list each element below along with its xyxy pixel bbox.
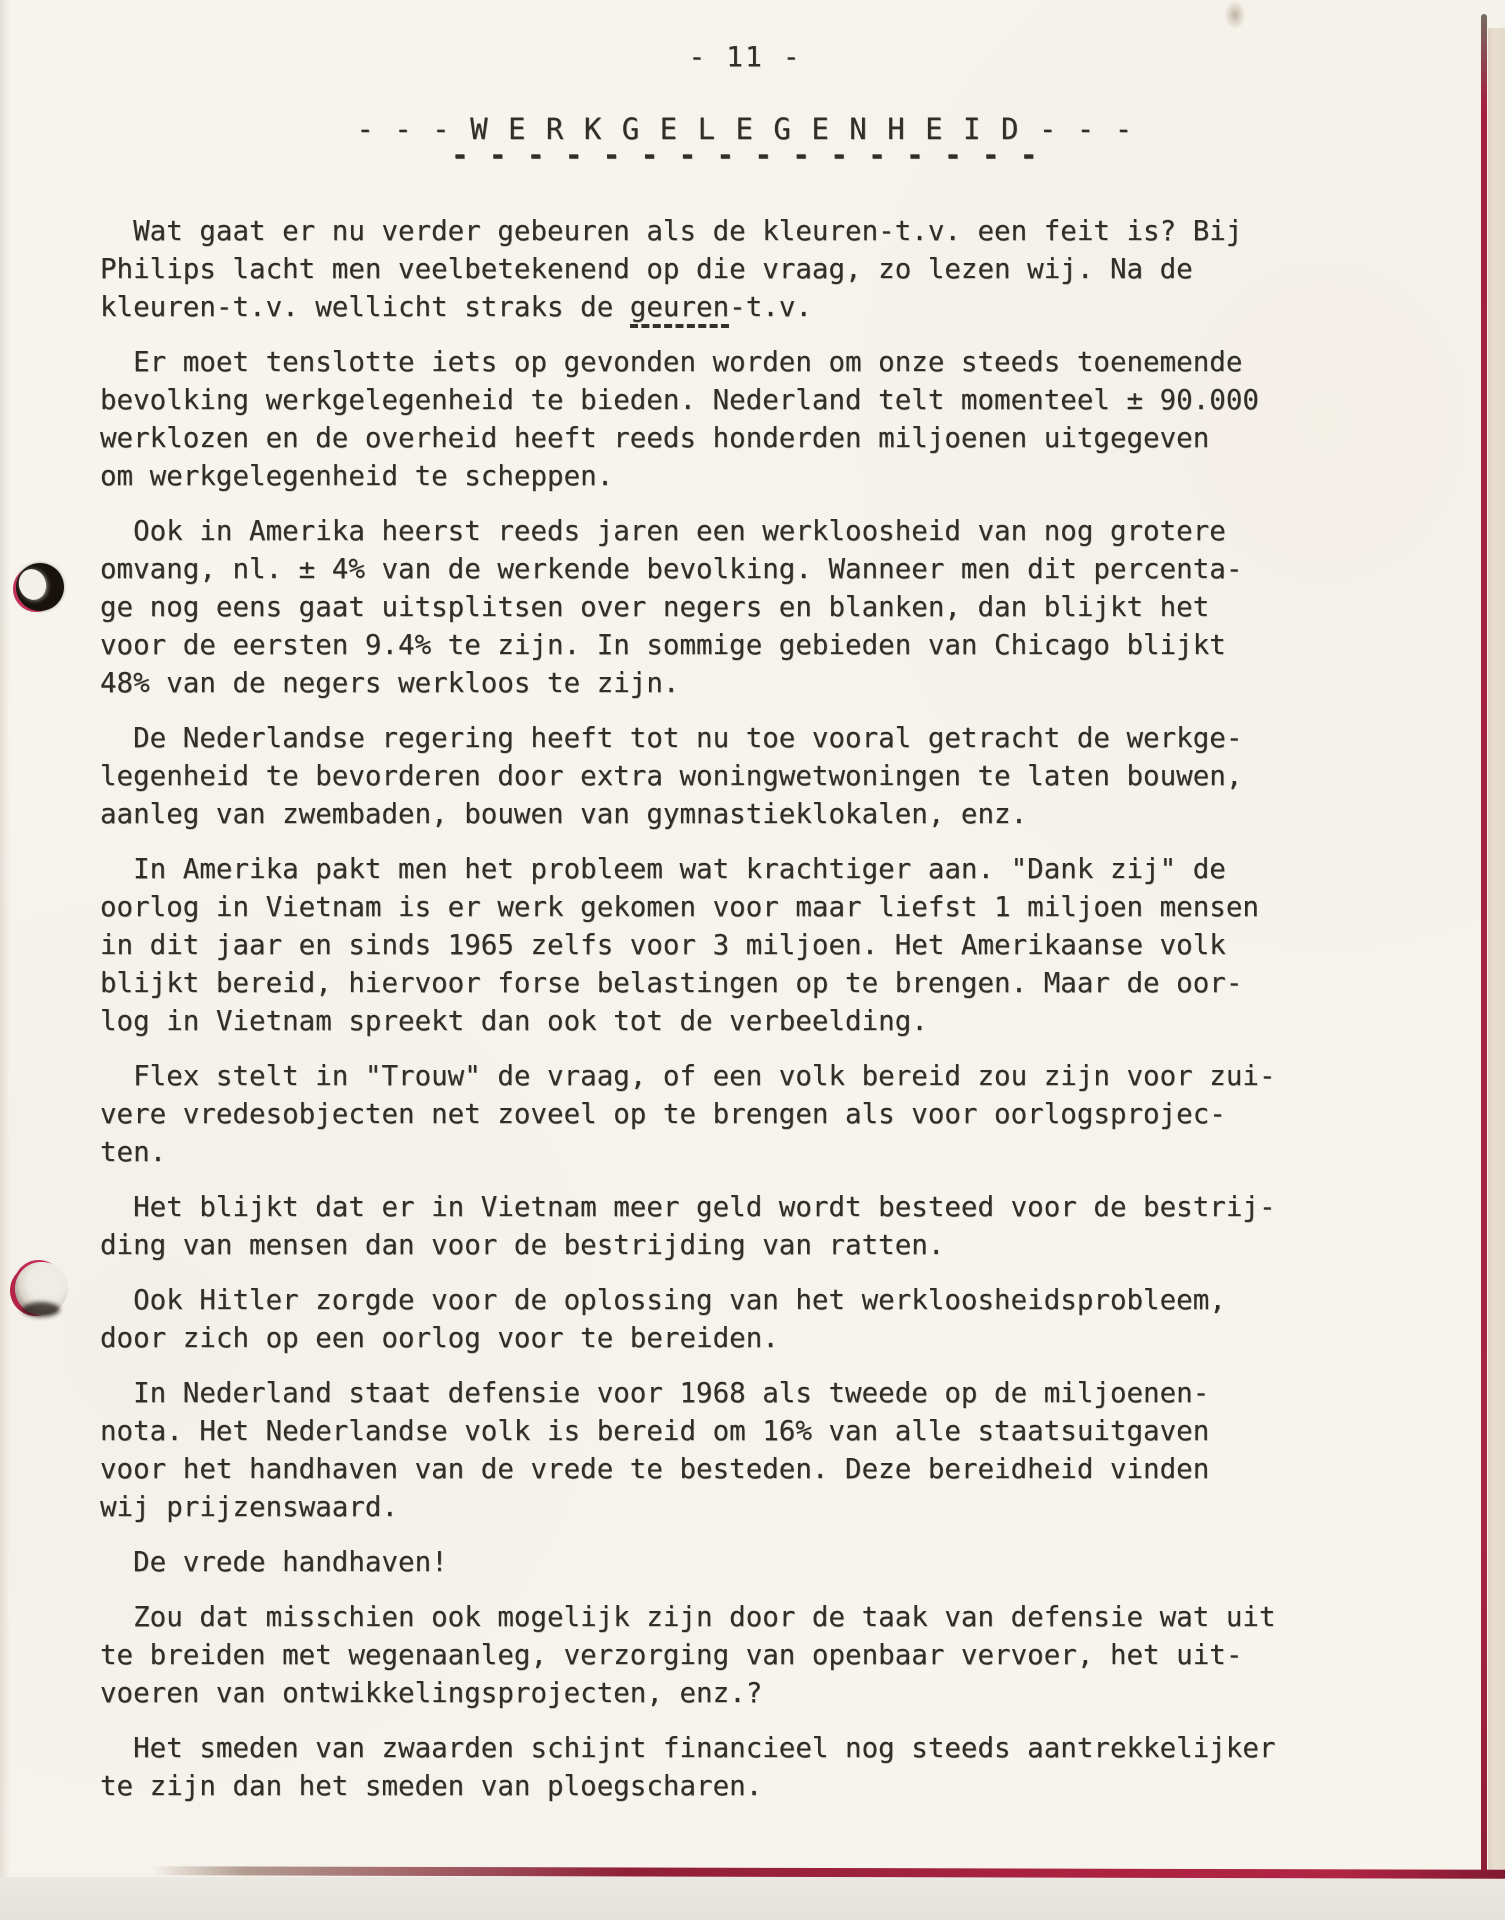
text-line: aanleg van zwembaden, bouwen van gymnastieklokalen, enz. xyxy=(100,798,1028,830)
paragraph xyxy=(100,1374,1390,1526)
text-line: ge nog eens gaat uitsplitsen over negers en blanken, dan blijkt het xyxy=(100,591,1210,623)
text-line: De Nederlandse regering heeft tot nu toe vooral getracht de werkge- xyxy=(100,722,1243,754)
text-segment: -t.v. xyxy=(729,291,812,323)
text-line: legenheid te bevorderen door extra woningwetwoningen te laten bouwen, xyxy=(100,760,1243,792)
text-line: Het smeden van zwaarden schijnt financieel nog steeds aantrekkelijker xyxy=(100,1732,1276,1764)
text-line: Ook in Amerika heerst reeds jaren een werkloosheid van nog grotere xyxy=(100,515,1226,547)
paragraph xyxy=(100,719,1390,833)
text-line: Wat gaat er nu verder gebeuren als de kleuren-t.v. een feit is? Bij xyxy=(100,215,1243,247)
text-line: te breiden met wegenaanleg, verzorging van openbaar vervoer, het uit- xyxy=(100,1639,1243,1671)
document-page xyxy=(100,40,1390,1805)
body-text xyxy=(100,212,1390,1805)
page-number: - 11 - xyxy=(688,40,802,73)
text-line: oorlog in Vietnam is er werk gekomen voor maar liefst 1 miljoen mensen xyxy=(100,891,1259,923)
text-line: ten. xyxy=(100,1136,167,1168)
paragraph xyxy=(100,1281,1390,1357)
text-line: 48% van de negers werkloos te zijn. xyxy=(100,667,680,699)
underlying-page-edge xyxy=(0,1877,1505,1920)
text-line: In Amerika pakt men het probleem wat krachtiger aan. "Dank zij" de xyxy=(100,853,1226,885)
text-line: nota. Het Nederlandse volk is bereid om 16% van alle staatsuitgaven xyxy=(100,1415,1210,1447)
text-line: voor de eersten 9.4% te zijn. In sommige gebieden van Chicago blijkt xyxy=(100,629,1226,661)
text-line xyxy=(100,288,1390,326)
paragraph xyxy=(100,1057,1390,1171)
paragraph xyxy=(100,512,1390,702)
text-line: Zou dat misschien ook mogelijk zijn door de taak van defensie wat uit xyxy=(100,1601,1276,1633)
paper-right-edge-strip xyxy=(1488,28,1505,1920)
text-line: werklozen en de overheid heeft reeds honderden miljoenen uitgegeven xyxy=(100,422,1210,454)
text-line: vere vredesobjecten net zoveel op te brengen als voor oorlogsprojec- xyxy=(100,1098,1226,1130)
paper-left-edge-shading xyxy=(0,0,10,1920)
title-underline-dashes: - - - - - - - - - - - - - - - - xyxy=(451,138,1039,172)
title-block xyxy=(100,112,1390,172)
paragraph xyxy=(100,1729,1390,1805)
text-line: blijkt bereid, hiervoor forse belastingen op te brengen. Maar de oor- xyxy=(100,967,1243,999)
paragraph xyxy=(100,1598,1390,1712)
page-title: - - - W E R K G E L E G E N H E I D - - - xyxy=(356,112,1134,146)
text-line: log in Vietnam spreekt dan ook tot de verbeelding. xyxy=(100,1005,928,1037)
text-line: In Nederland staat defensie voor 1968 als tweede op de miljoenen- xyxy=(100,1377,1210,1409)
text-line: door zich op een oorlog voor te bereiden. xyxy=(100,1322,779,1354)
paragraph xyxy=(100,1543,1390,1581)
text-line: Het blijkt dat er in Vietnam meer geld wordt besteed voor de bestrij- xyxy=(100,1191,1276,1223)
text-line: Er moet tenslotte iets op gevonden worden om onze steeds toenemende xyxy=(100,346,1243,378)
hole-punch-top xyxy=(16,563,64,611)
paragraph xyxy=(100,212,1390,326)
ink-smudge xyxy=(1224,0,1246,30)
text-line: Ook Hitler zorgde voor de oplossing van het werkloosheidsprobleem, xyxy=(100,1284,1226,1316)
paragraph xyxy=(100,850,1390,1040)
red-margin-line-right xyxy=(1481,14,1487,1876)
text-line: omvang, nl. ± 4% van de werkende bevolking. Wanneer men dit percenta- xyxy=(100,553,1243,585)
text-line: te zijn dan het smeden van ploegscharen. xyxy=(100,1770,763,1802)
hole-punch-bottom xyxy=(15,1262,68,1315)
paragraph xyxy=(100,343,1390,495)
text-segment: kleuren-t.v. wellicht straks de xyxy=(100,291,630,323)
underlined-word: geuren xyxy=(630,291,729,328)
text-line: De vrede handhaven! xyxy=(100,1546,448,1578)
text-line: voeren van ontwikkelingsprojecten, enz.? xyxy=(100,1677,763,1709)
text-line: in dit jaar en sinds 1965 zelfs voor 3 miljoen. Het Amerikaanse volk xyxy=(100,929,1226,961)
text-line: Flex stelt in "Trouw" de vraag, of een volk bereid zou zijn voor zui- xyxy=(100,1060,1276,1092)
paragraph xyxy=(100,1188,1390,1264)
text-line: ding van mensen dan voor de bestrijding van ratten. xyxy=(100,1229,945,1261)
text-line: Philips lacht men veelbetekenend op die vraag, zo lezen wij. Na de xyxy=(100,253,1193,285)
text-line: wij prijzenswaard. xyxy=(100,1491,399,1523)
text-line: voor het handhaven van de vrede te besteden. Deze bereidheid vinden xyxy=(100,1453,1210,1485)
text-line: om werkgelegenheid te scheppen. xyxy=(100,460,614,492)
text-line: bevolking werkgelegenheid te bieden. Nederland telt momenteel ± 90.000 xyxy=(100,384,1259,416)
